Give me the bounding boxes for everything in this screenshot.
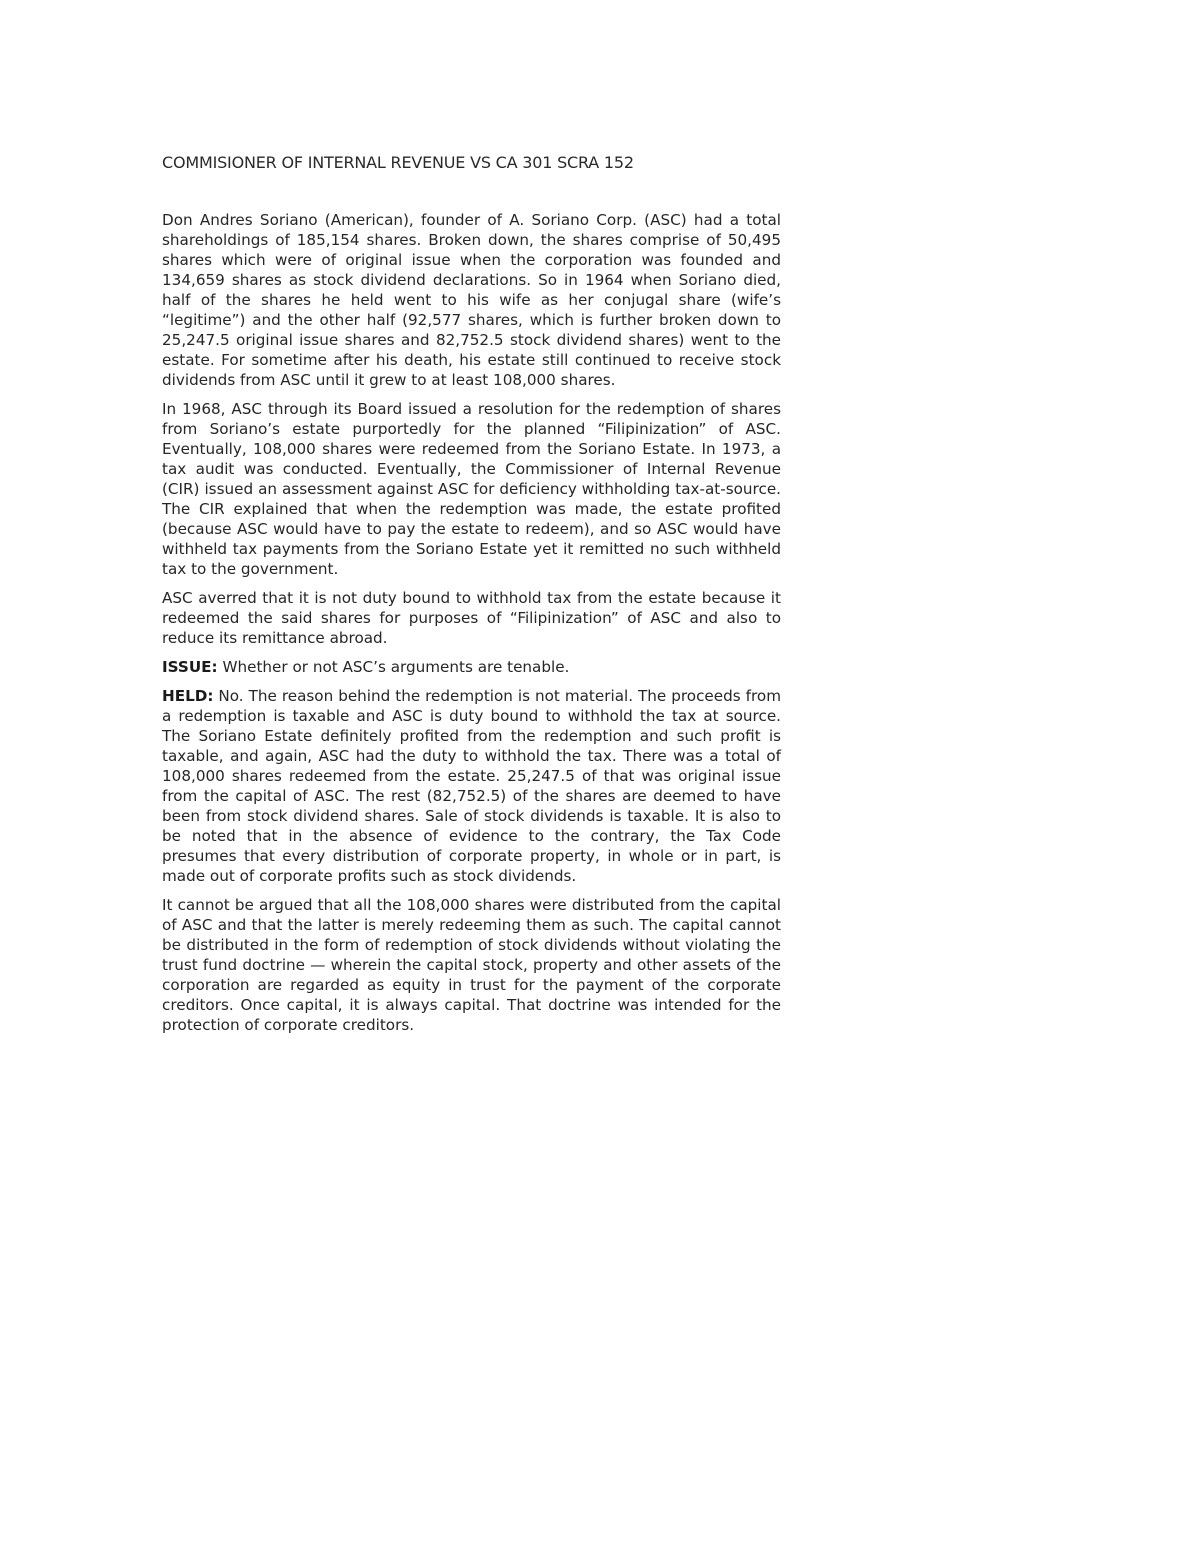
paragraph-held [162,686,781,886]
issue-label: ISSUE: [162,658,218,676]
document-body [162,210,781,1044]
paragraph-issue [162,657,781,677]
paragraph-facts-2: In 1968, ASC through its Board issued a resolution for the redemption of shares from Soriano’s estate purportedly for the planned “Filipinization” of ASC. Eventually, 108,000 shares were redeemed from the Soriano Estate. In 1973, a tax audit was conducted. Eventually, the Commissioner of Internal Revenue (CIR) issued an assessment against ASC for deficiency withholding tax-at-source. The CIR explained that when the redemption was made, the estate profited (because ASC would have to pay the estate to redeem), and so ASC would have withheld tax payments from the Soriano Estate yet it remitted no such withheld tax to the government. [162,400,781,578]
paragraph-asc-argument: ASC averred that it is not duty bound to withhold tax from the estate because it redeemed the said shares for purposes of “Filipinization” of ASC and also to reduce its remittance abroad. [162,589,781,647]
held-label: HELD: [162,687,214,705]
document-title: COMMISIONER OF INTERNAL REVENUE VS CA 301 SCRA 152 [162,153,634,172]
paragraph-facts-1: Don Andres Soriano (American), founder of A. Soriano Corp. (ASC) had a total shareholdings of 185,154 shares. Broken down, the shares comprise of 50,495 shares which were of original issue when the corporation was founded and 134,659 shares as stock dividend declarations. So in 1964 when Soriano died, half of the shares he held went to his wife as her conjugal share (wife’s “legitime”) and the other half (92,577 shares, which is further broken down to 25,247.5 original issue shares and 82,752.5 stock dividend shares) went to the estate. For sometime after his death, his estate still continued to receive stock dividends from ASC until it grew to at least 108,000 shares. [162,211,781,389]
held-text: No. The reason behind the redemption is not material. The proceeds from a redemption is taxable and ASC is duty bound to withhold the tax at source. The Soriano Estate definitely profited from the redemption and such profit is taxable, and again, ASC had the duty to withhold the tax. There was a total of 108,000 shares redeemed from the estate. 25,247.5 of that was original issue from the capital of ASC. The rest (82,752.5) of the shares are deemed to have been from stock dividend shares. Sale of stock dividends is taxable. It is also to be noted that in the absence of evidence to the contrary, the Tax Code presumes that every distribution of corporate property, in whole or in part, is made out of corporate profits such as stock dividends. [162,687,781,885]
paragraph-trust-fund-doctrine: It cannot be argued that all the 108,000 shares were distributed from the capital of ASC and that the latter is merely redeeming them as such. The capital cannot be distributed in the form of redemption of stock dividends without violating the trust fund doctrine — wherein the capital stock, property and other assets of the corporation are regarded as equity in trust for the payment of the corporate creditors. Once capital, it is always capital. That doctrine was intended for the protection of corporate creditors. [162,896,781,1034]
issue-text: Whether or not ASC’s arguments are tenable. [217,658,570,676]
